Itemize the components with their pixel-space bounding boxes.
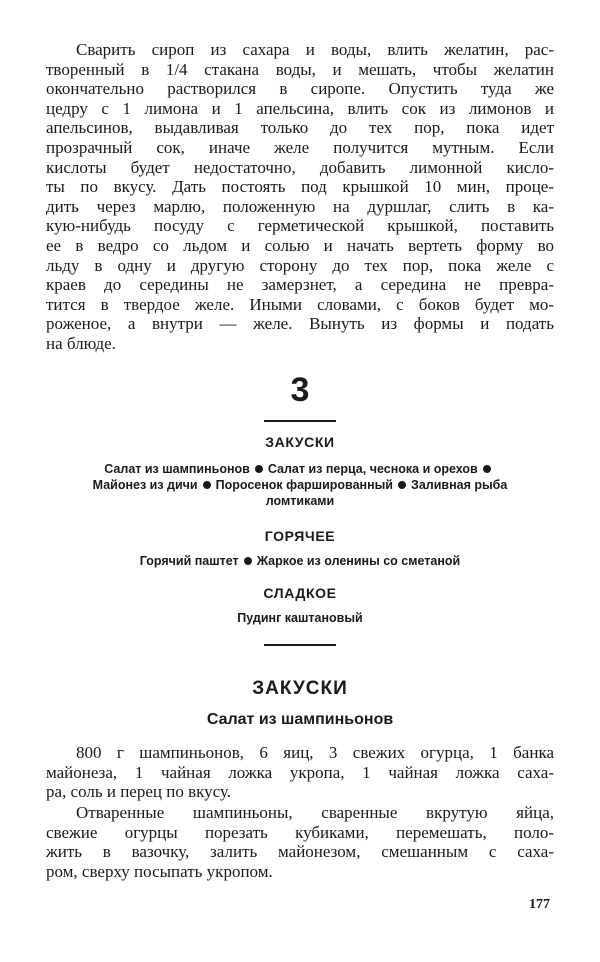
- intro-line-5: апельсинов, выдавливая только до тех пор, пока идет: [46, 118, 554, 138]
- intro-line-16: на блюде.: [46, 333, 116, 353]
- recipe-title: Салат из шампиньонов: [206, 711, 394, 728]
- menu-item: Горячий паштет: [139, 554, 239, 568]
- menu-appetizers-line-1: [40, 461, 560, 477]
- menu-appetizers-line-3: ломтиками: [265, 494, 335, 508]
- menu-item: Заливная рыба: [410, 478, 508, 492]
- intro-line-14: тится в твердое желе. Иными словами, с боков будет мо-: [46, 294, 554, 314]
- page-number: 177: [529, 897, 550, 912]
- menu-rule: [264, 644, 336, 646]
- menu-hot-line: [40, 553, 560, 569]
- intro-line-8: ты по вкусу. Дать постоять под крышкой 10 мин, проце-: [46, 177, 554, 197]
- menu-dessert-heading: СЛАДКОЕ: [263, 585, 337, 601]
- intro-line-15: роженое, а внутри — желе. Вынуть из формы и подать: [46, 314, 554, 334]
- intro-line-2: творенный в 1/4 стакана воды, и мешать, чтобы желатин: [46, 59, 554, 79]
- intro-line-1: Сварить сироп из сахара и воды, влить желатин, рас-: [76, 40, 554, 59]
- method-line-4: ром, сверху посыпать укропом.: [46, 861, 273, 881]
- menu-item: Салат из перца, чеснока и орехов: [267, 462, 478, 476]
- section-title: ЗАКУСКИ: [252, 678, 348, 699]
- bullet-icon: [255, 465, 263, 473]
- bullet-icon: [203, 481, 211, 489]
- bullet-icon: [398, 481, 406, 489]
- ingredients-line-2: майонеза, 1 чайная ложка укропа, 1 чайная ложка саха-: [46, 762, 554, 782]
- menu-item: Майонез из дичи: [92, 478, 198, 492]
- intro-line-10: кую-нибудь посуду с герметической крышкой, поставить: [46, 216, 554, 236]
- menu-item: Салат из шампиньонов: [104, 462, 250, 476]
- intro-line-9: дить через марлю, положенную на дуршлаг, слить в ка-: [46, 196, 554, 216]
- method-line-2: свежие огурцы порезать кубиками, перемешать, поло-: [46, 822, 554, 842]
- intro-line-3: окончательно растворился в сиропе. Опустить туда же: [46, 79, 554, 99]
- intro-line-4: цедру с 1 лимона и 1 апельсина, влить сок из лимонов и: [46, 98, 554, 118]
- intro-line-7: кислоты будет недостаточно, добавить лимонной кисло-: [46, 157, 554, 177]
- chapter-number: 3: [290, 371, 310, 409]
- intro-line-13: краев до середины не замерзнет, а середина не превра-: [46, 275, 554, 295]
- intro-line-11: ее в ведро со льдом и солью и начать вертеть форму во: [46, 235, 554, 255]
- bullet-icon: [483, 465, 491, 473]
- menu-appetizers-heading: ЗАКУСКИ: [265, 434, 335, 450]
- method-line-1: Отваренные шампиньоны, сваренные вкрутую яйца,: [76, 803, 554, 822]
- ingredients-paragraph: [46, 743, 554, 802]
- intro-line-12: льду в одну и другую сторону до тех пор, пока желе с: [46, 255, 554, 275]
- menu-hot-heading: ГОРЯЧЕЕ: [264, 528, 336, 544]
- ingredients-line-3: ра, соль и перец по вкусу.: [46, 782, 231, 802]
- menu-item: Жаркое из оленины со сметаной: [256, 554, 461, 568]
- intro-line-6: прозрачный сок, иначе желе получится мутным. Если: [46, 137, 554, 157]
- method-line-3: жить в вазочку, залить майонезом, смешанным с саха-: [46, 842, 554, 862]
- bullet-icon: [244, 557, 252, 565]
- intro-paragraph: [46, 40, 554, 354]
- menu-dessert-line: Пудинг каштановый: [237, 611, 363, 625]
- chapter-rule: [264, 420, 336, 422]
- method-paragraph: [46, 803, 554, 881]
- menu-item: Поросенок фаршированный: [215, 478, 393, 492]
- menu-appetizers-line-2: [40, 477, 560, 493]
- ingredients-line-1: 800 г шампиньонов, 6 яиц, 3 свежих огурца, 1 банка: [76, 743, 554, 762]
